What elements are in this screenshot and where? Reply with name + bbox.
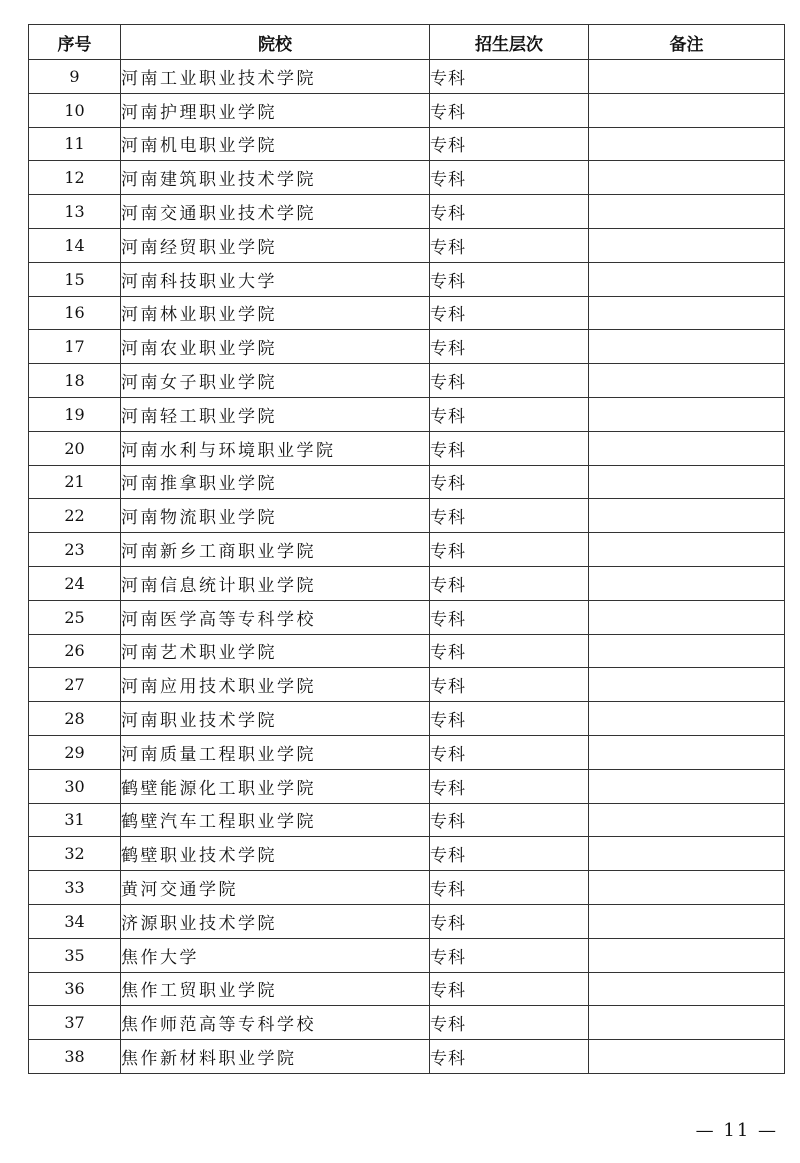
table-row xyxy=(29,465,785,499)
header-school: 院校 xyxy=(121,25,430,60)
note-cell xyxy=(589,1040,785,1074)
note-cell xyxy=(589,702,785,736)
row-number-cell: 27 xyxy=(29,668,121,702)
school-name-cell: 黄河交通学院 xyxy=(121,871,430,905)
table-row xyxy=(29,803,785,837)
school-name-cell: 河南科技职业大学 xyxy=(121,262,430,296)
table-row xyxy=(29,904,785,938)
row-number-cell: 21 xyxy=(29,465,121,499)
table-row xyxy=(29,60,785,94)
table-row xyxy=(29,533,785,567)
row-number-cell: 37 xyxy=(29,1006,121,1040)
row-number-cell: 16 xyxy=(29,296,121,330)
table-row xyxy=(29,600,785,634)
school-name-cell: 河南建筑职业技术学院 xyxy=(121,161,430,195)
table-row xyxy=(29,938,785,972)
note-cell xyxy=(589,161,785,195)
note-cell xyxy=(589,364,785,398)
row-number-cell: 31 xyxy=(29,803,121,837)
school-name-cell: 鹤壁职业技术学院 xyxy=(121,837,430,871)
schools-table xyxy=(28,24,785,1074)
enrollment-level-cell: 专科 xyxy=(430,600,589,634)
enrollment-level-cell: 专科 xyxy=(430,769,589,803)
table-row xyxy=(29,871,785,905)
enrollment-level-cell: 专科 xyxy=(430,904,589,938)
table-row xyxy=(29,397,785,431)
note-cell xyxy=(589,972,785,1006)
row-number-cell: 9 xyxy=(29,60,121,94)
row-number-cell: 24 xyxy=(29,566,121,600)
school-name-cell: 河南质量工程职业学院 xyxy=(121,735,430,769)
note-cell xyxy=(589,228,785,262)
note-cell xyxy=(589,668,785,702)
school-name-cell: 河南物流职业学院 xyxy=(121,499,430,533)
row-number-cell: 32 xyxy=(29,837,121,871)
row-number-cell: 22 xyxy=(29,499,121,533)
enrollment-level-cell: 专科 xyxy=(430,228,589,262)
note-cell xyxy=(589,465,785,499)
enrollment-level-cell: 专科 xyxy=(430,330,589,364)
row-number-cell: 20 xyxy=(29,431,121,465)
table-header-row xyxy=(29,25,785,60)
enrollment-level-cell: 专科 xyxy=(430,803,589,837)
enrollment-level-cell: 专科 xyxy=(430,566,589,600)
school-name-cell: 河南信息统计职业学院 xyxy=(121,566,430,600)
header-note: 备注 xyxy=(589,25,785,60)
enrollment-level-cell: 专科 xyxy=(430,837,589,871)
row-number-cell: 15 xyxy=(29,262,121,296)
note-cell xyxy=(589,871,785,905)
header-number: 序号 xyxy=(29,25,121,60)
school-name-cell: 河南职业技术学院 xyxy=(121,702,430,736)
row-number-cell: 19 xyxy=(29,397,121,431)
note-cell xyxy=(589,296,785,330)
enrollment-level-cell: 专科 xyxy=(430,668,589,702)
school-name-cell: 河南机电职业学院 xyxy=(121,127,430,161)
note-cell xyxy=(589,127,785,161)
enrollment-level-cell: 专科 xyxy=(430,161,589,195)
enrollment-level-cell: 专科 xyxy=(430,465,589,499)
school-name-cell: 河南推拿职业学院 xyxy=(121,465,430,499)
row-number-cell: 13 xyxy=(29,195,121,229)
note-cell xyxy=(589,735,785,769)
table-row xyxy=(29,364,785,398)
note-cell xyxy=(589,431,785,465)
table-row xyxy=(29,566,785,600)
school-name-cell: 河南水利与环境职业学院 xyxy=(121,431,430,465)
row-number-cell: 35 xyxy=(29,938,121,972)
enrollment-level-cell: 专科 xyxy=(430,296,589,330)
table-row xyxy=(29,431,785,465)
school-name-cell: 河南经贸职业学院 xyxy=(121,228,430,262)
table-body xyxy=(29,60,785,1074)
row-number-cell: 12 xyxy=(29,161,121,195)
enrollment-level-cell: 专科 xyxy=(430,972,589,1006)
table-row xyxy=(29,93,785,127)
table-row xyxy=(29,127,785,161)
enrollment-level-cell: 专科 xyxy=(430,634,589,668)
school-name-cell: 河南应用技术职业学院 xyxy=(121,668,430,702)
note-cell xyxy=(589,262,785,296)
row-number-cell: 38 xyxy=(29,1040,121,1074)
row-number-cell: 23 xyxy=(29,533,121,567)
table-row xyxy=(29,330,785,364)
enrollment-level-cell: 专科 xyxy=(430,499,589,533)
table-row xyxy=(29,1040,785,1074)
school-name-cell: 河南女子职业学院 xyxy=(121,364,430,398)
note-cell xyxy=(589,566,785,600)
school-name-cell: 鹤壁能源化工职业学院 xyxy=(121,769,430,803)
table-row xyxy=(29,837,785,871)
school-name-cell: 焦作师范高等专科学校 xyxy=(121,1006,430,1040)
school-name-cell: 河南农业职业学院 xyxy=(121,330,430,364)
table-row xyxy=(29,668,785,702)
note-cell xyxy=(589,904,785,938)
row-number-cell: 28 xyxy=(29,702,121,736)
enrollment-level-cell: 专科 xyxy=(430,60,589,94)
enrollment-level-cell: 专科 xyxy=(430,938,589,972)
enrollment-level-cell: 专科 xyxy=(430,533,589,567)
table-row xyxy=(29,296,785,330)
table-row xyxy=(29,228,785,262)
enrollment-level-cell: 专科 xyxy=(430,702,589,736)
row-number-cell: 10 xyxy=(29,93,121,127)
table-row xyxy=(29,972,785,1006)
school-name-cell: 河南工业职业技术学院 xyxy=(121,60,430,94)
row-number-cell: 30 xyxy=(29,769,121,803)
row-number-cell: 11 xyxy=(29,127,121,161)
table-row xyxy=(29,195,785,229)
enrollment-level-cell: 专科 xyxy=(430,397,589,431)
school-name-cell: 河南交通职业技术学院 xyxy=(121,195,430,229)
note-cell xyxy=(589,600,785,634)
table-row xyxy=(29,702,785,736)
school-name-cell: 焦作工贸职业学院 xyxy=(121,972,430,1006)
school-name-cell: 焦作大学 xyxy=(121,938,430,972)
school-name-cell: 河南护理职业学院 xyxy=(121,93,430,127)
enrollment-level-cell: 专科 xyxy=(430,431,589,465)
table-row xyxy=(29,262,785,296)
note-cell xyxy=(589,499,785,533)
note-cell xyxy=(589,195,785,229)
enrollment-level-cell: 专科 xyxy=(430,1006,589,1040)
note-cell xyxy=(589,634,785,668)
school-name-cell: 河南医学高等专科学校 xyxy=(121,600,430,634)
row-number-cell: 17 xyxy=(29,330,121,364)
table-row xyxy=(29,769,785,803)
school-name-cell: 河南轻工职业学院 xyxy=(121,397,430,431)
table-row xyxy=(29,161,785,195)
note-cell xyxy=(589,1006,785,1040)
row-number-cell: 14 xyxy=(29,228,121,262)
table-row xyxy=(29,634,785,668)
note-cell xyxy=(589,330,785,364)
table-row xyxy=(29,735,785,769)
note-cell xyxy=(589,837,785,871)
enrollment-level-cell: 专科 xyxy=(430,195,589,229)
row-number-cell: 26 xyxy=(29,634,121,668)
row-number-cell: 36 xyxy=(29,972,121,1006)
school-name-cell: 鹤壁汽车工程职业学院 xyxy=(121,803,430,837)
school-name-cell: 河南林业职业学院 xyxy=(121,296,430,330)
page-number: — 11 — xyxy=(695,1120,778,1141)
note-cell xyxy=(589,533,785,567)
note-cell xyxy=(589,938,785,972)
row-number-cell: 18 xyxy=(29,364,121,398)
enrollment-level-cell: 专科 xyxy=(430,93,589,127)
row-number-cell: 25 xyxy=(29,600,121,634)
school-name-cell: 河南新乡工商职业学院 xyxy=(121,533,430,567)
enrollment-level-cell: 专科 xyxy=(430,262,589,296)
enrollment-level-cell: 专科 xyxy=(430,127,589,161)
enrollment-level-cell: 专科 xyxy=(430,1040,589,1074)
enrollment-level-cell: 专科 xyxy=(430,735,589,769)
school-name-cell: 焦作新材料职业学院 xyxy=(121,1040,430,1074)
note-cell xyxy=(589,60,785,94)
note-cell xyxy=(589,93,785,127)
table-row xyxy=(29,499,785,533)
note-cell xyxy=(589,769,785,803)
table-row xyxy=(29,1006,785,1040)
note-cell xyxy=(589,803,785,837)
note-cell xyxy=(589,397,785,431)
row-number-cell: 34 xyxy=(29,904,121,938)
row-number-cell: 33 xyxy=(29,871,121,905)
enrollment-level-cell: 专科 xyxy=(430,871,589,905)
school-name-cell: 济源职业技术学院 xyxy=(121,904,430,938)
header-level: 招生层次 xyxy=(430,25,589,60)
row-number-cell: 29 xyxy=(29,735,121,769)
enrollment-level-cell: 专科 xyxy=(430,364,589,398)
school-name-cell: 河南艺术职业学院 xyxy=(121,634,430,668)
